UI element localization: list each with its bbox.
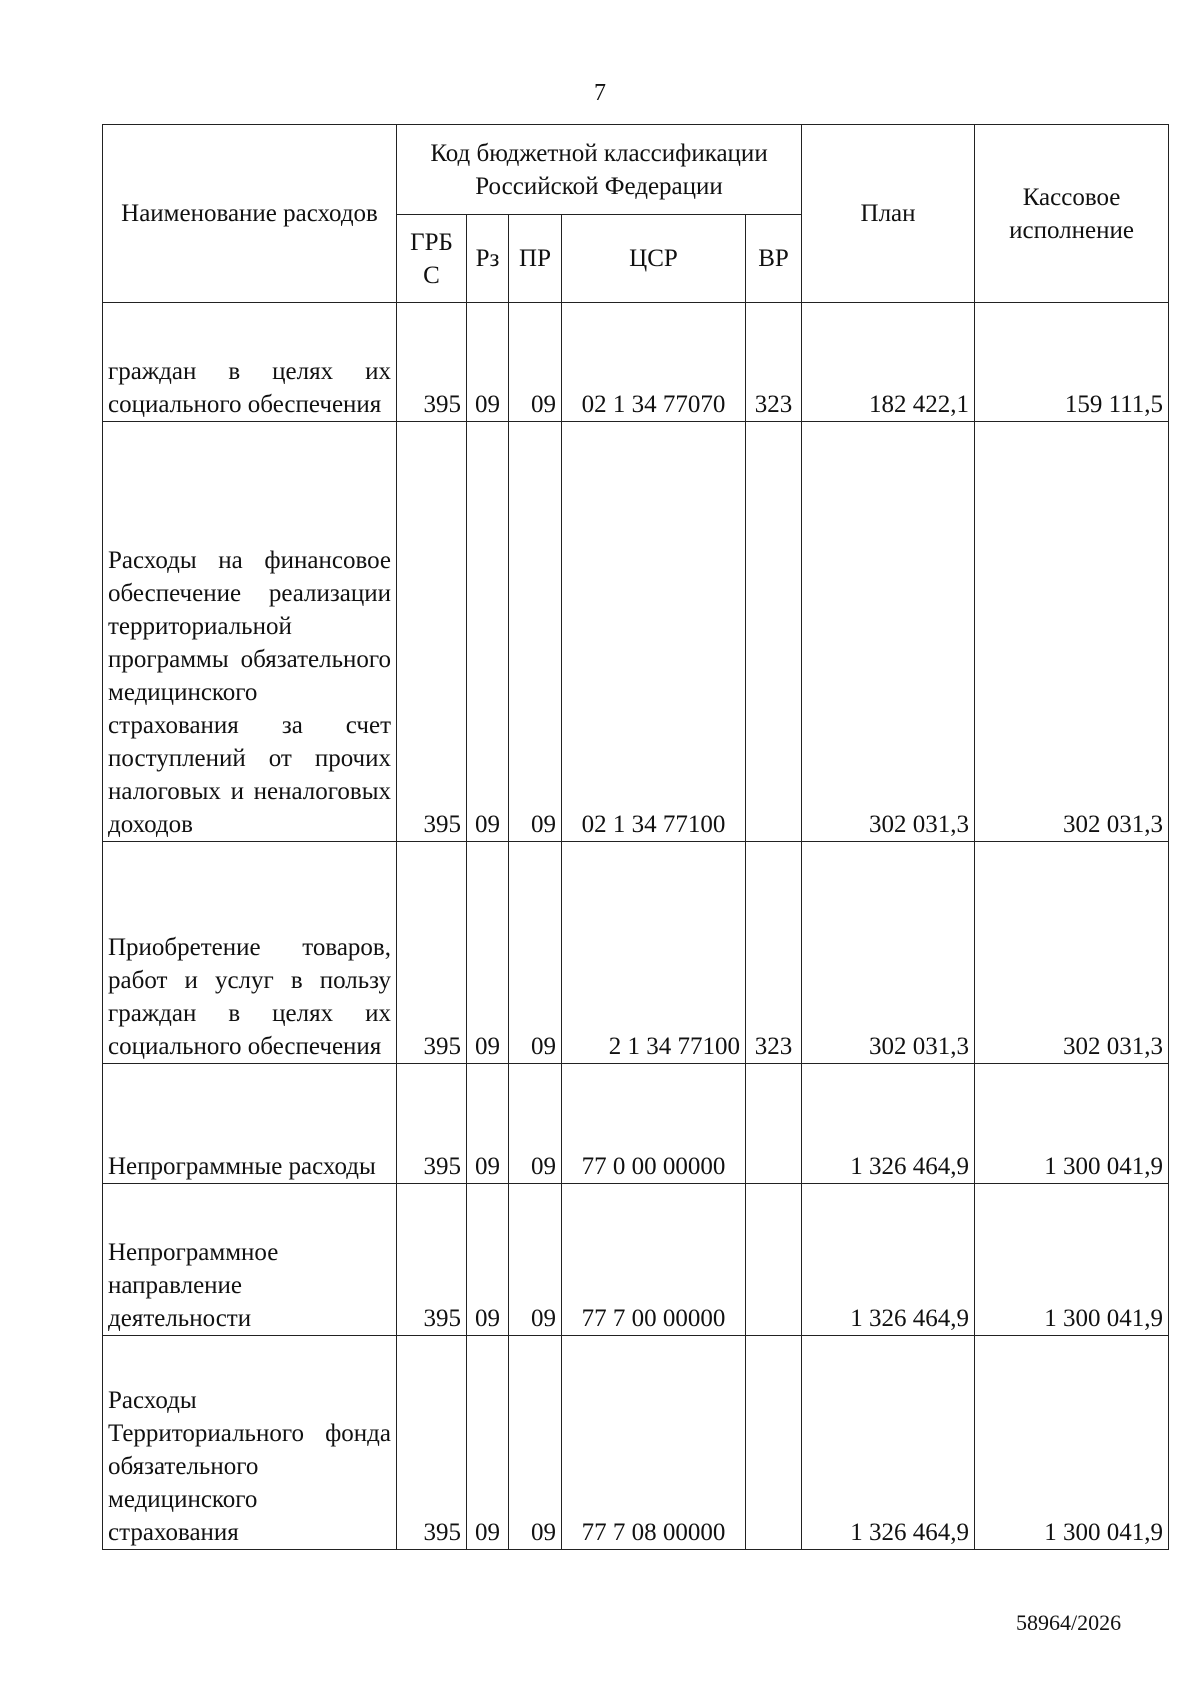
row-execution: 1 300 041,9 (975, 1184, 1169, 1336)
row-name: Расходы Территориального фонда обязательного медицинского страхования (103, 1336, 397, 1550)
row-pr: 09 (509, 422, 562, 842)
row-name: граждан в целях их социального обеспечения (103, 303, 397, 422)
row-name: Непрограммное направление деятельности (103, 1184, 397, 1336)
row-vr (746, 1064, 802, 1184)
row-csr: 2 1 34 77100 (562, 842, 746, 1064)
row-vr: 323 (746, 303, 802, 422)
row-grbs: 395 (397, 422, 467, 842)
row-name: Расходы на финансовое обеспечение реализации территориальной программы обязательного медицинского страхования за счет поступлений от прочих налоговых и неналоговых доходов (103, 422, 397, 842)
header-grbs: ГРБ С (397, 215, 467, 303)
header-execution: Кассовое исполнение (975, 125, 1169, 303)
row-plan: 302 031,3 (802, 422, 975, 842)
header-pr: ПР (509, 215, 562, 303)
row-csr: 02 1 34 77100 (562, 422, 746, 842)
table-row (103, 842, 1169, 1064)
row-pr: 09 (509, 1064, 562, 1184)
row-plan: 1 326 464,9 (802, 1064, 975, 1184)
row-plan: 1 326 464,9 (802, 1336, 975, 1550)
row-grbs: 395 (397, 303, 467, 422)
header-plan: План (802, 125, 975, 303)
row-rz: 09 (467, 303, 509, 422)
row-name: Непрограммные расходы (103, 1064, 397, 1184)
table-row (103, 422, 1169, 842)
row-csr: 77 7 08 00000 (562, 1336, 746, 1550)
row-plan: 182 422,1 (802, 303, 975, 422)
row-vr (746, 422, 802, 842)
row-rz: 09 (467, 1064, 509, 1184)
row-grbs: 395 (397, 1064, 467, 1184)
row-plan: 1 326 464,9 (802, 1184, 975, 1336)
table-row (103, 1184, 1169, 1336)
row-vr: 323 (746, 842, 802, 1064)
row-grbs: 395 (397, 1336, 467, 1550)
document-id: 58964/2026 (1016, 1610, 1122, 1635)
row-execution: 302 031,3 (975, 422, 1169, 842)
row-pr: 09 (509, 1336, 562, 1550)
row-execution: 302 031,3 (975, 842, 1169, 1064)
header-code-group: Код бюджетной классификации Российской Федерации (397, 125, 802, 215)
row-pr: 09 (509, 303, 562, 422)
row-grbs: 395 (397, 842, 467, 1064)
header-csr: ЦСР (562, 215, 746, 303)
page-number: 7 (594, 80, 606, 106)
row-vr (746, 1184, 802, 1336)
row-grbs: 395 (397, 1184, 467, 1336)
row-csr: 02 1 34 77070 (562, 303, 746, 422)
row-execution: 1 300 041,9 (975, 1336, 1169, 1550)
header-rz: Рз (467, 215, 509, 303)
row-rz: 09 (467, 422, 509, 842)
row-rz: 09 (467, 1336, 509, 1550)
table-row (103, 303, 1169, 422)
row-pr: 09 (509, 1184, 562, 1336)
row-pr: 09 (509, 842, 562, 1064)
row-name: Приобретение товаров, работ и услуг в пользу граждан в целях их социального обеспечения (103, 842, 397, 1064)
row-execution: 159 111,5 (975, 303, 1169, 422)
row-csr: 77 7 00 00000 (562, 1184, 746, 1336)
table-row (103, 1336, 1169, 1550)
row-plan: 302 031,3 (802, 842, 975, 1064)
row-csr: 77 0 00 00000 (562, 1064, 746, 1184)
row-vr (746, 1336, 802, 1550)
table-row (103, 1064, 1169, 1184)
row-rz: 09 (467, 1184, 509, 1336)
expenses-table (102, 124, 1169, 1550)
row-execution: 1 300 041,9 (975, 1064, 1169, 1184)
row-rz: 09 (467, 842, 509, 1064)
header-vr: ВР (746, 215, 802, 303)
header-name: Наименование расходов (103, 125, 397, 303)
